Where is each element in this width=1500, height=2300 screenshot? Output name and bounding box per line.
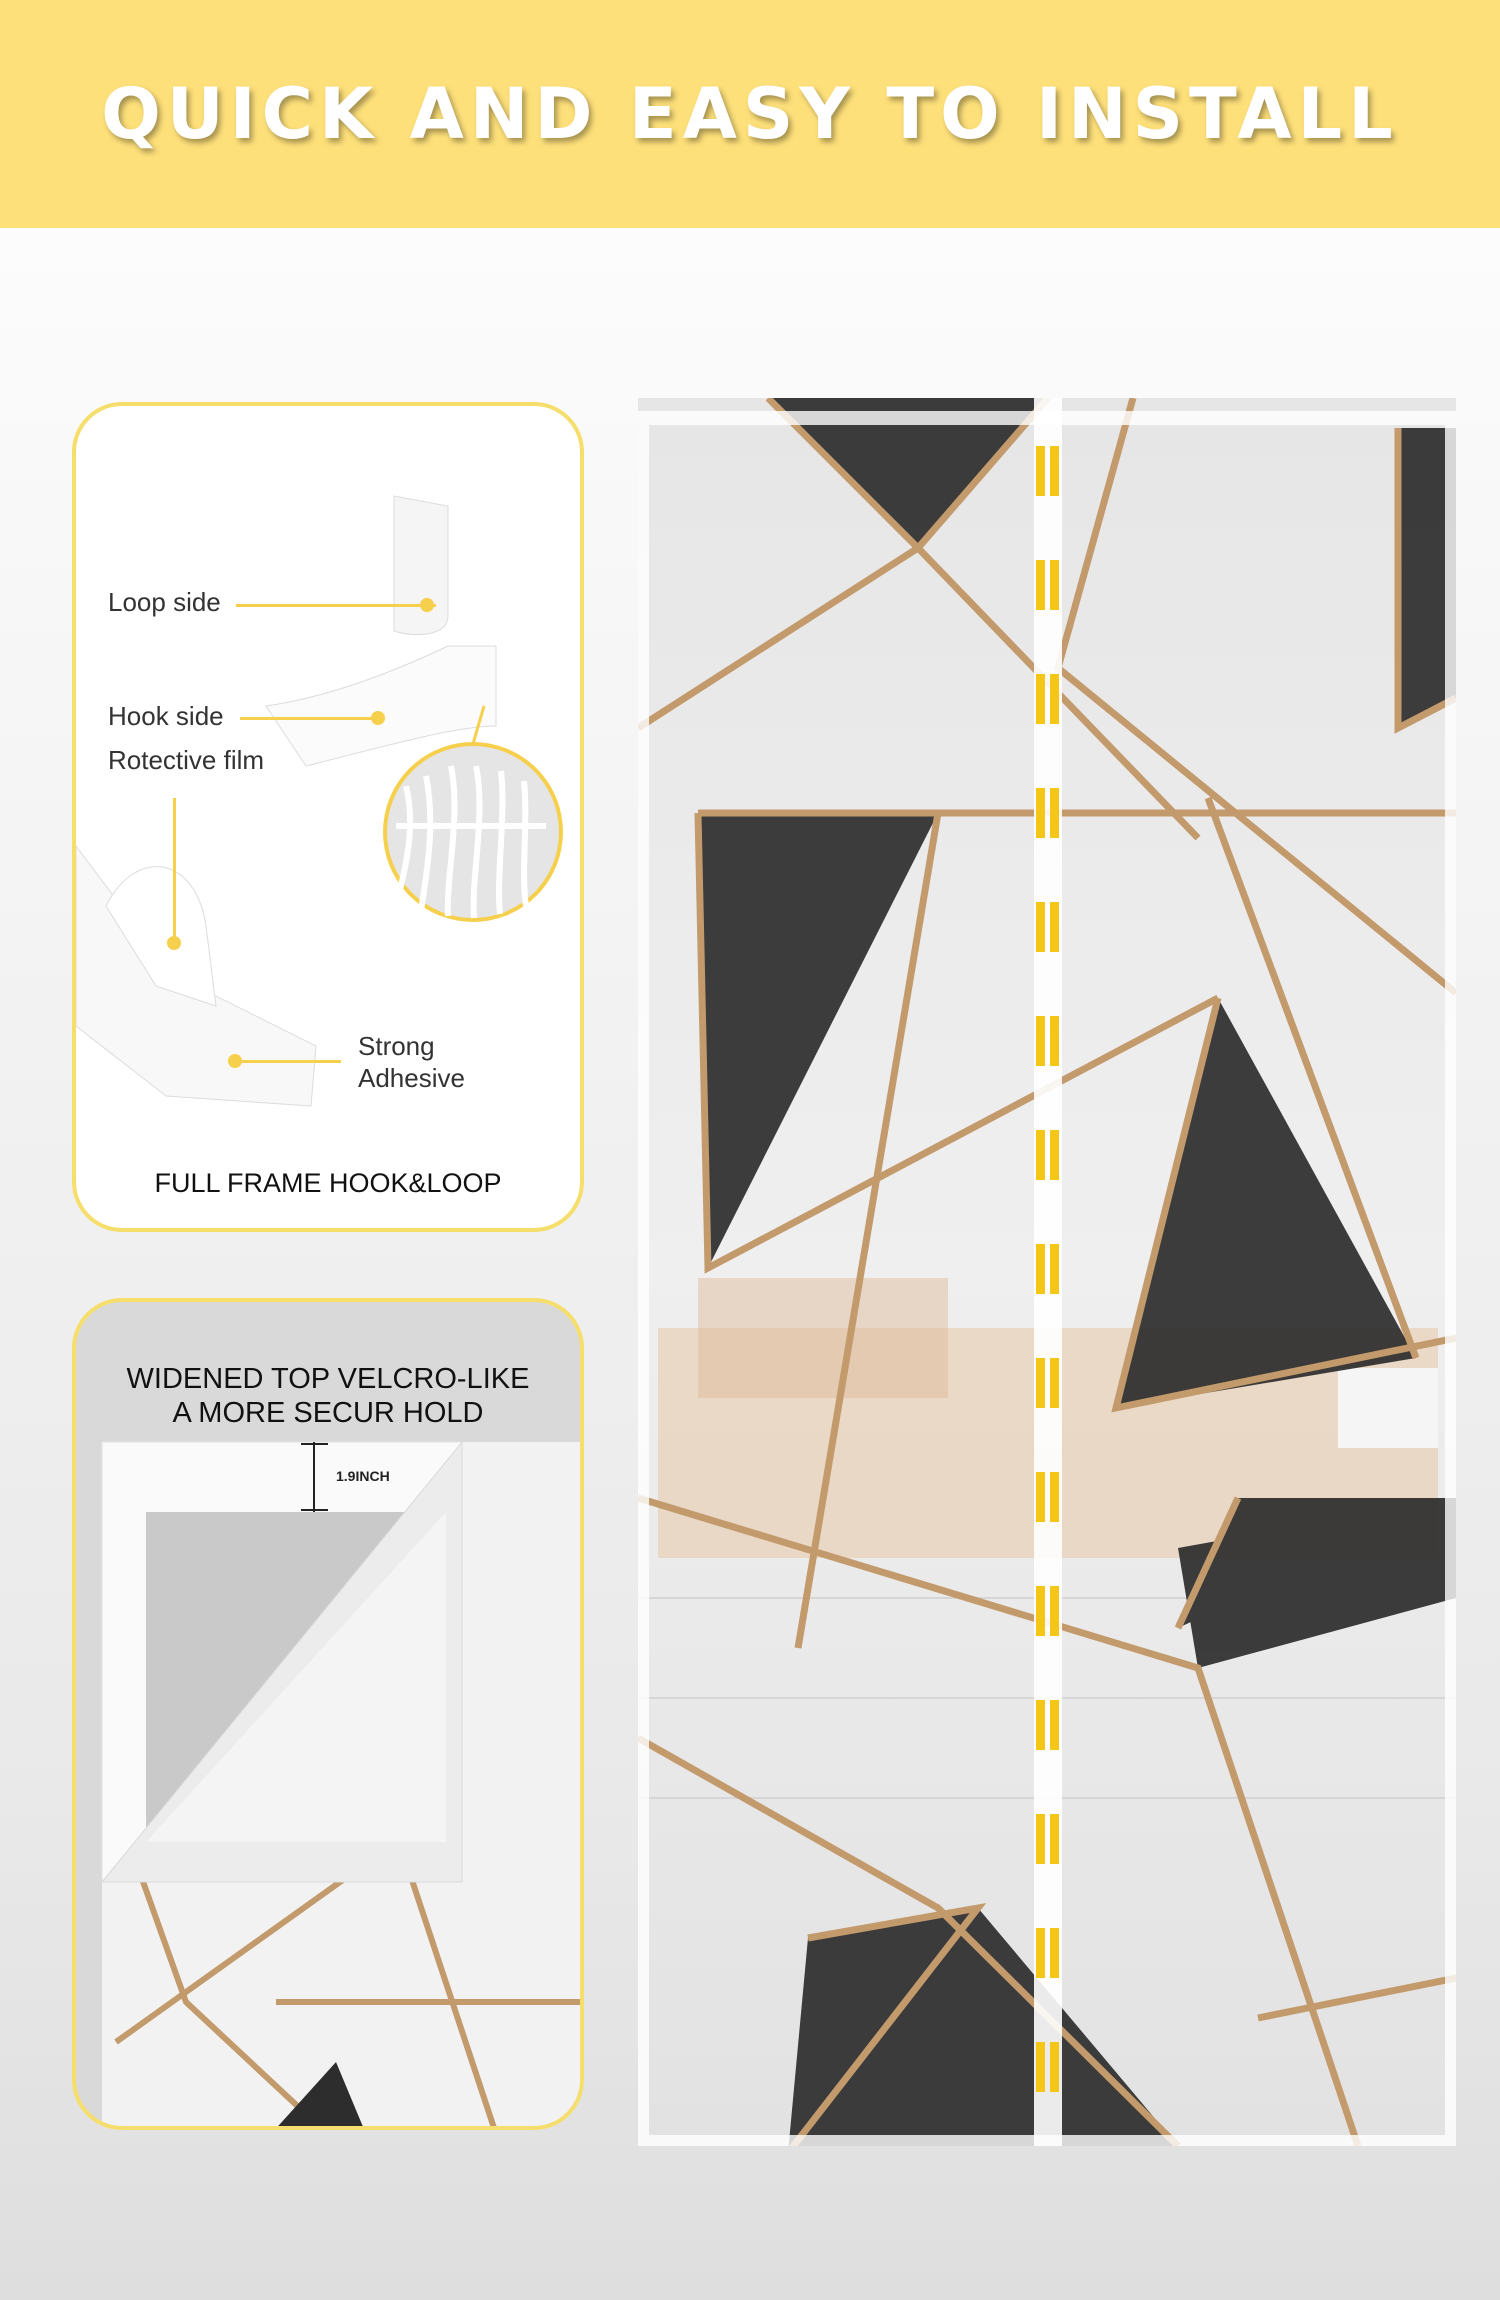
measure-label: 1.9INCH bbox=[336, 1468, 390, 1484]
magnet bbox=[1036, 560, 1045, 610]
card2-title-line2: A MORE SECUR HOLD bbox=[172, 1397, 484, 1429]
screen-door-illustration bbox=[638, 398, 1456, 2146]
widened-top-card bbox=[72, 1298, 584, 2130]
hook-side-pointer bbox=[240, 717, 380, 720]
magnet bbox=[1036, 1016, 1045, 1066]
adhesive-label-line1: Strong bbox=[358, 1031, 435, 1061]
magnet bbox=[1036, 1814, 1045, 1864]
magnet bbox=[1050, 1016, 1059, 1066]
magnet bbox=[1036, 2042, 1045, 2092]
header-banner bbox=[0, 0, 1500, 228]
hook-loop-illustration bbox=[76, 406, 584, 1232]
card2-title-line1: WIDENED TOP VELCRO-LIKE bbox=[126, 1363, 530, 1395]
card1-footer: FULL FRAME HOOK&LOOP bbox=[154, 1168, 502, 1198]
loop-side-pointer bbox=[236, 604, 436, 607]
magnet bbox=[1050, 1814, 1059, 1864]
magnet bbox=[1050, 1130, 1059, 1180]
hook-side-dot bbox=[371, 711, 385, 725]
magnet bbox=[1050, 1358, 1059, 1408]
magnet bbox=[1036, 1130, 1045, 1180]
magnet bbox=[1050, 1586, 1059, 1636]
magnet bbox=[1036, 1358, 1045, 1408]
magnet bbox=[1050, 1472, 1059, 1522]
protective-film-pointer bbox=[173, 798, 176, 940]
hook-loop-card bbox=[72, 402, 584, 1232]
banner-title: QUICK AND EASY TO INSTALL bbox=[101, 73, 1399, 155]
magnet bbox=[1050, 446, 1059, 496]
hook-side-label: Hook side bbox=[108, 701, 224, 731]
magnet bbox=[1036, 1244, 1045, 1294]
magnet bbox=[1036, 1586, 1045, 1636]
magnet bbox=[1050, 2042, 1059, 2092]
magnet bbox=[1050, 902, 1059, 952]
loop-side-dot bbox=[420, 598, 434, 612]
magnet bbox=[1036, 1700, 1045, 1750]
protective-film-dot bbox=[167, 936, 181, 950]
magnet bbox=[1050, 674, 1059, 724]
magnet bbox=[1036, 446, 1045, 496]
magnet bbox=[1050, 1700, 1059, 1750]
screen-door-image bbox=[638, 398, 1456, 2146]
magnet bbox=[1050, 560, 1059, 610]
magnet bbox=[1036, 1472, 1045, 1522]
magnet bbox=[1050, 788, 1059, 838]
magnet bbox=[1050, 1928, 1059, 1978]
adhesive-pointer bbox=[236, 1060, 341, 1063]
card2-title bbox=[76, 1362, 580, 1430]
protective-film-label: Rotective film bbox=[108, 745, 265, 775]
magnet bbox=[1036, 674, 1045, 724]
adhesive-label-line2: Adhesive bbox=[358, 1063, 465, 1093]
magnet bbox=[1036, 788, 1045, 838]
magnet bbox=[1050, 1244, 1059, 1294]
magnet bbox=[1036, 902, 1045, 952]
loop-side-label: Loop side bbox=[108, 587, 221, 617]
magnet bbox=[1036, 1928, 1045, 1978]
